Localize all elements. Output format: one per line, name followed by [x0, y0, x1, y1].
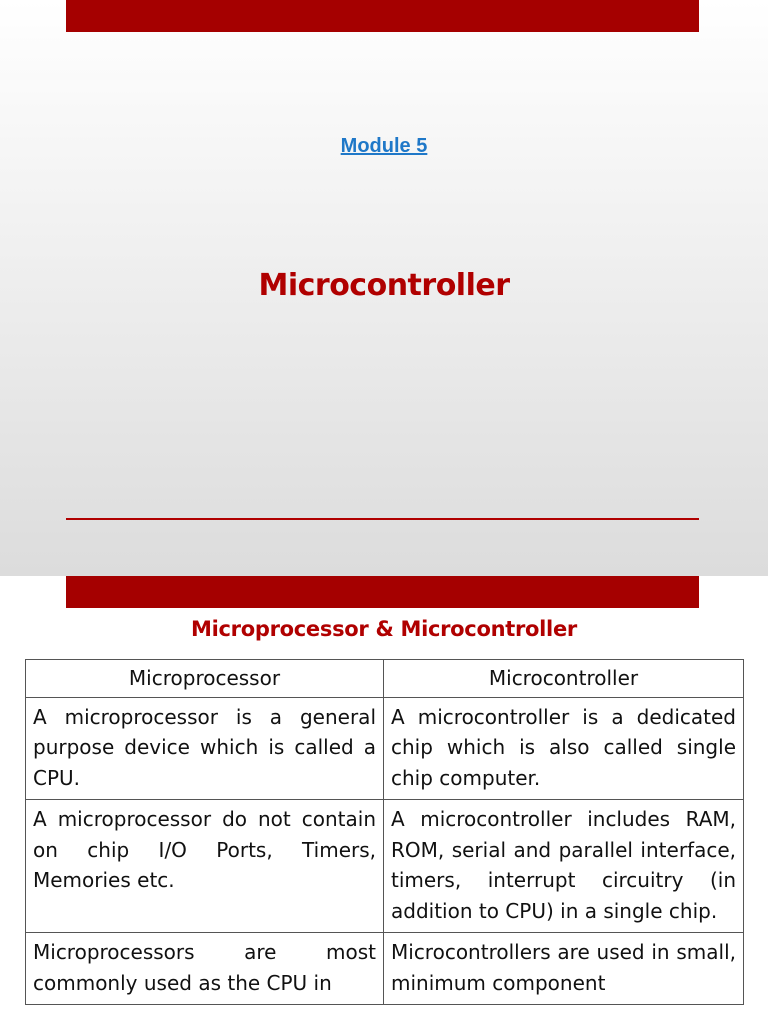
table-cell: A microcontroller includes RAM, ROM, serial and parallel interface, timers, interrupt circuitry (in addition to CPU) in a single chip. — [384, 800, 744, 933]
comparison-title: Microprocessor & Microcontroller — [191, 617, 577, 641]
table-cell: A microprocessor is a general purpose device which is called a CPU. — [26, 697, 384, 800]
divider-line — [66, 518, 699, 520]
table-header-row — [26, 660, 744, 698]
header-microcontroller: Microcontroller — [384, 660, 744, 698]
table-row — [26, 697, 744, 800]
table-cell: Microcontrollers are used in small, minimum component — [384, 933, 744, 1005]
table-cell: Microprocessors are most commonly used as the CPU in — [26, 933, 384, 1005]
table-row — [26, 933, 744, 1005]
comparison-slide — [0, 576, 768, 1024]
table-row — [26, 800, 744, 933]
top-red-bar — [66, 0, 699, 32]
table-cell: A microprocessor do not contain on chip I/O Ports, Timers, Memories etc. — [26, 800, 384, 933]
table-cell: A microcontroller is a dedicated chip which is also called single chip computer. — [384, 697, 744, 800]
header-microprocessor: Microprocessor — [26, 660, 384, 698]
comparison-table — [25, 659, 744, 1005]
slide-title: Microcontroller — [258, 268, 510, 303]
top-red-bar — [66, 576, 699, 608]
module-link[interactable]: Module 5 — [340, 135, 428, 157]
